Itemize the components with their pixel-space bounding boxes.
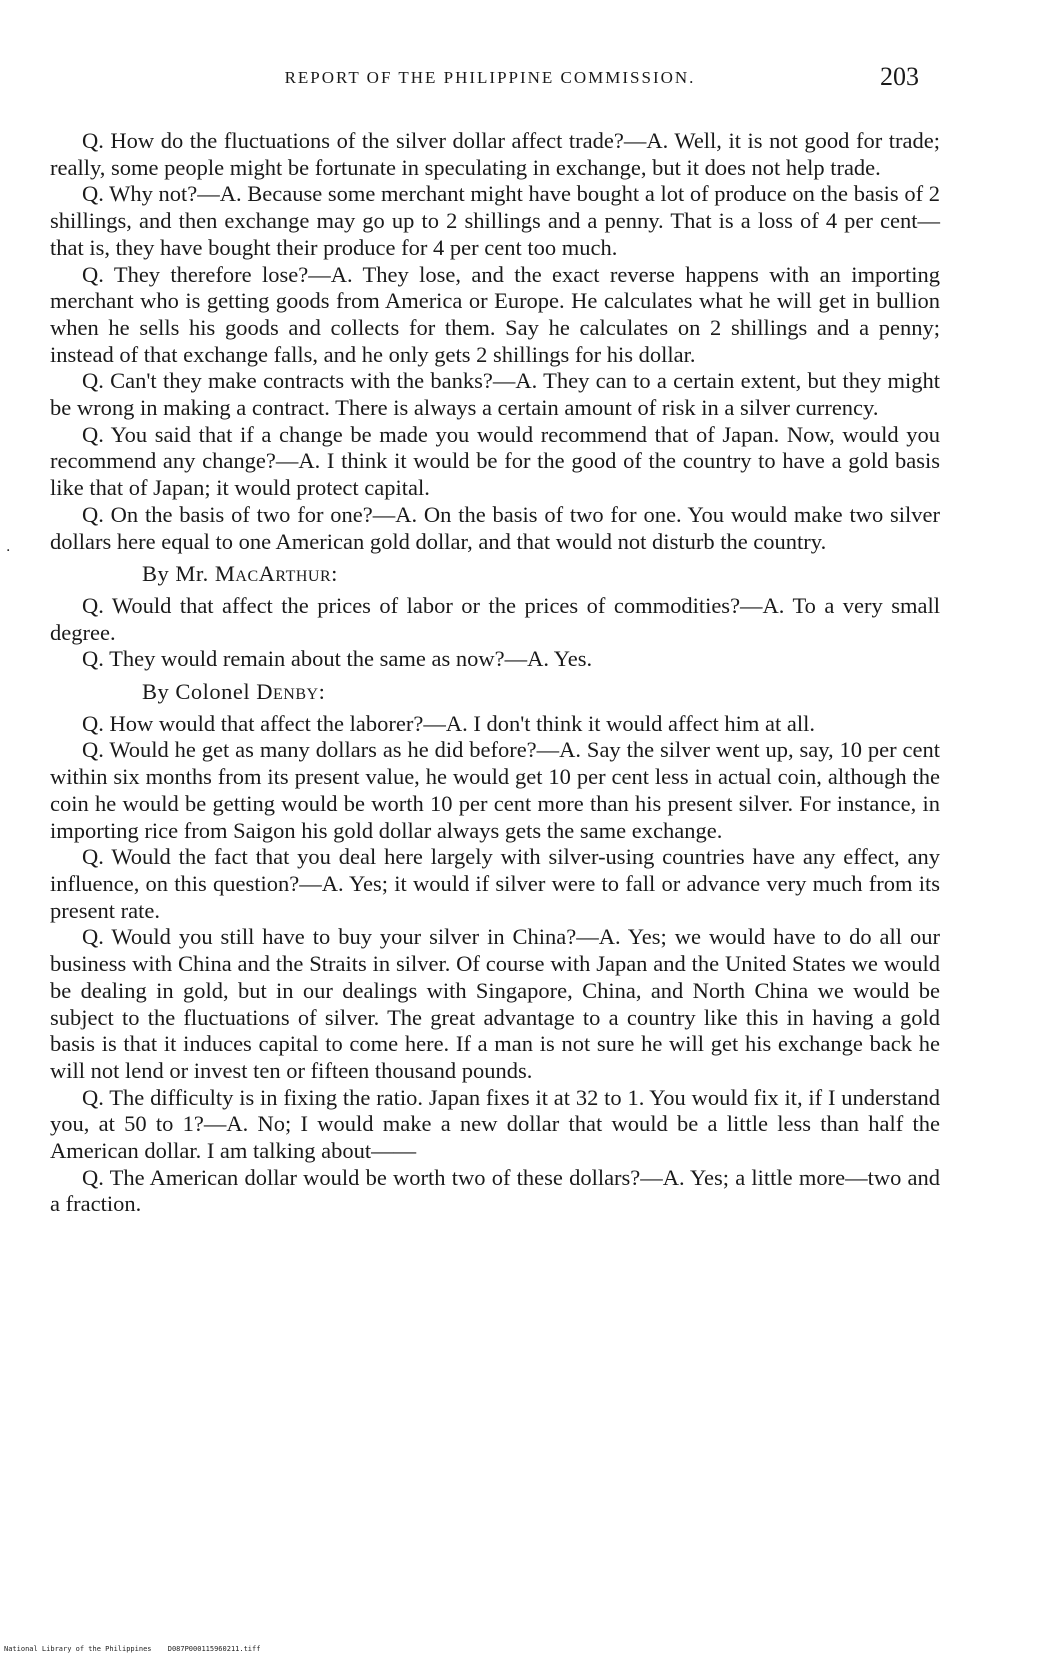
paragraph: Q. You said that if a change be made you would recommend that of Japan. Now, would you recommend any change?—A. I think it would be for the good of the country to have a gold basis like that of Japan; it would protect capital. <box>50 421 940 501</box>
speaker-heading-denby <box>50 679 940 706</box>
paragraph: Q. Why not?—A. Because some merchant might have bought a lot of produce on the basis of 2 shillings, and then exchange may go up to 2 shillings and a penny. That is a loss of 4 per cent—that is, they have bought their produce for 4 per cent too much. <box>50 181 940 260</box>
paragraph: Q. The difficulty is in fixing the ratio. Japan fixes it at 32 to 1. You would fix it, if I understand you, at 50 to 1?—A. No; I would make a new dollar that would be a little less than half the American dollar. I am talking about—— <box>50 1084 940 1164</box>
speaker-prefix: By Mr. <box>142 561 215 587</box>
paragraph: Q. On the basis of two for one?—A. On the basis of two for one. You would make two silver dollars here equal to one American gold dollar, and that would not disturb the country. <box>50 501 940 554</box>
paragraph: Q. Would that affect the prices of labor or the prices of commodities?—A. To a very small degree. <box>50 592 940 645</box>
page-number: 203 <box>880 62 919 91</box>
paragraph: Q. The American dollar would be worth two of these dollars?—A. Yes; a little more—two and a fraction. <box>50 1164 940 1217</box>
footer-file: D087P000115960211.tiff <box>167 1645 261 1653</box>
footer-library: National Library of the Philippines <box>4 1645 152 1653</box>
speaker-heading-macarthur <box>50 561 940 588</box>
paragraph: Q. Would the fact that you deal here largely with silver-using countries have any effect, any influence, on this question?—A. Yes; it would if silver were to fall or advance very much from its present rate. <box>50 844 940 923</box>
speaker-name: MacArthur <box>214 561 332 587</box>
speaker-suffix: : <box>331 561 338 587</box>
paragraph: Q. How would that affect the laborer?—A. I don't think it would affect him at all. <box>82 710 816 736</box>
paragraph: Q. How do the fluctuations of the silver dollar affect trade?—A. Well, it is not good for trade; really, some people might be fortunate in speculating in exchange, but it does not help trade. <box>50 128 940 180</box>
margin-mark: · <box>6 543 11 559</box>
speaker-suffix: : <box>318 679 326 705</box>
paragraph: Q. Can't they make contracts with the banks?—A. They can to a certain extent, but they might be wrong in making a contract. There is always a certain amount of risk in a silver currency. <box>50 368 940 421</box>
paragraph: Q. Would you still have to buy your silver in China?—A. Yes; we would have to do all our business with China and the Straits in silver. Of course with Japan and the United States we would be dealing in gold, but in our dealings with Singapore, China, and North China we would be subject to the fluctuations of silver. The great advantage to a country like this in having a gold basis is that it induces capital to come here. If a man is not sure he will get his exchange back he will not lend or invest ten or fifteen thousand pounds. <box>50 924 940 1083</box>
paragraph: Q. They therefore lose?—A. They lose, and the exact reverse happens with an importing merchant who is getting goods from America or Europe. He calculates what he will get in bullion when he sells his goods and collects for them. Say he calculates on 2 shillings and a penny; instead of that exchange falls, and he only gets 2 shillings for his dollar. <box>50 261 940 367</box>
page-body <box>50 128 940 1218</box>
scan-footer <box>4 1645 272 1653</box>
speaker-name: Denby <box>256 679 319 705</box>
paragraph: Q. Would he get as many dollars as he did before?—A. Say the silver went up, say, 10 per cent within six months from its present value, he would get 10 per cent less in actual coin, although the coin he would be getting would be worth 10 per cent more than his present silver. For instance, in importing rice from Saigon his gold dollar always gets the same exchange. <box>50 737 940 843</box>
speaker-prefix: By Colonel <box>142 679 257 705</box>
paragraph: Q. They would remain about the same as now?—A. Yes. <box>82 646 593 672</box>
running-header: REPORT OF THE PHILIPPINE COMMISSION. <box>284 68 696 87</box>
